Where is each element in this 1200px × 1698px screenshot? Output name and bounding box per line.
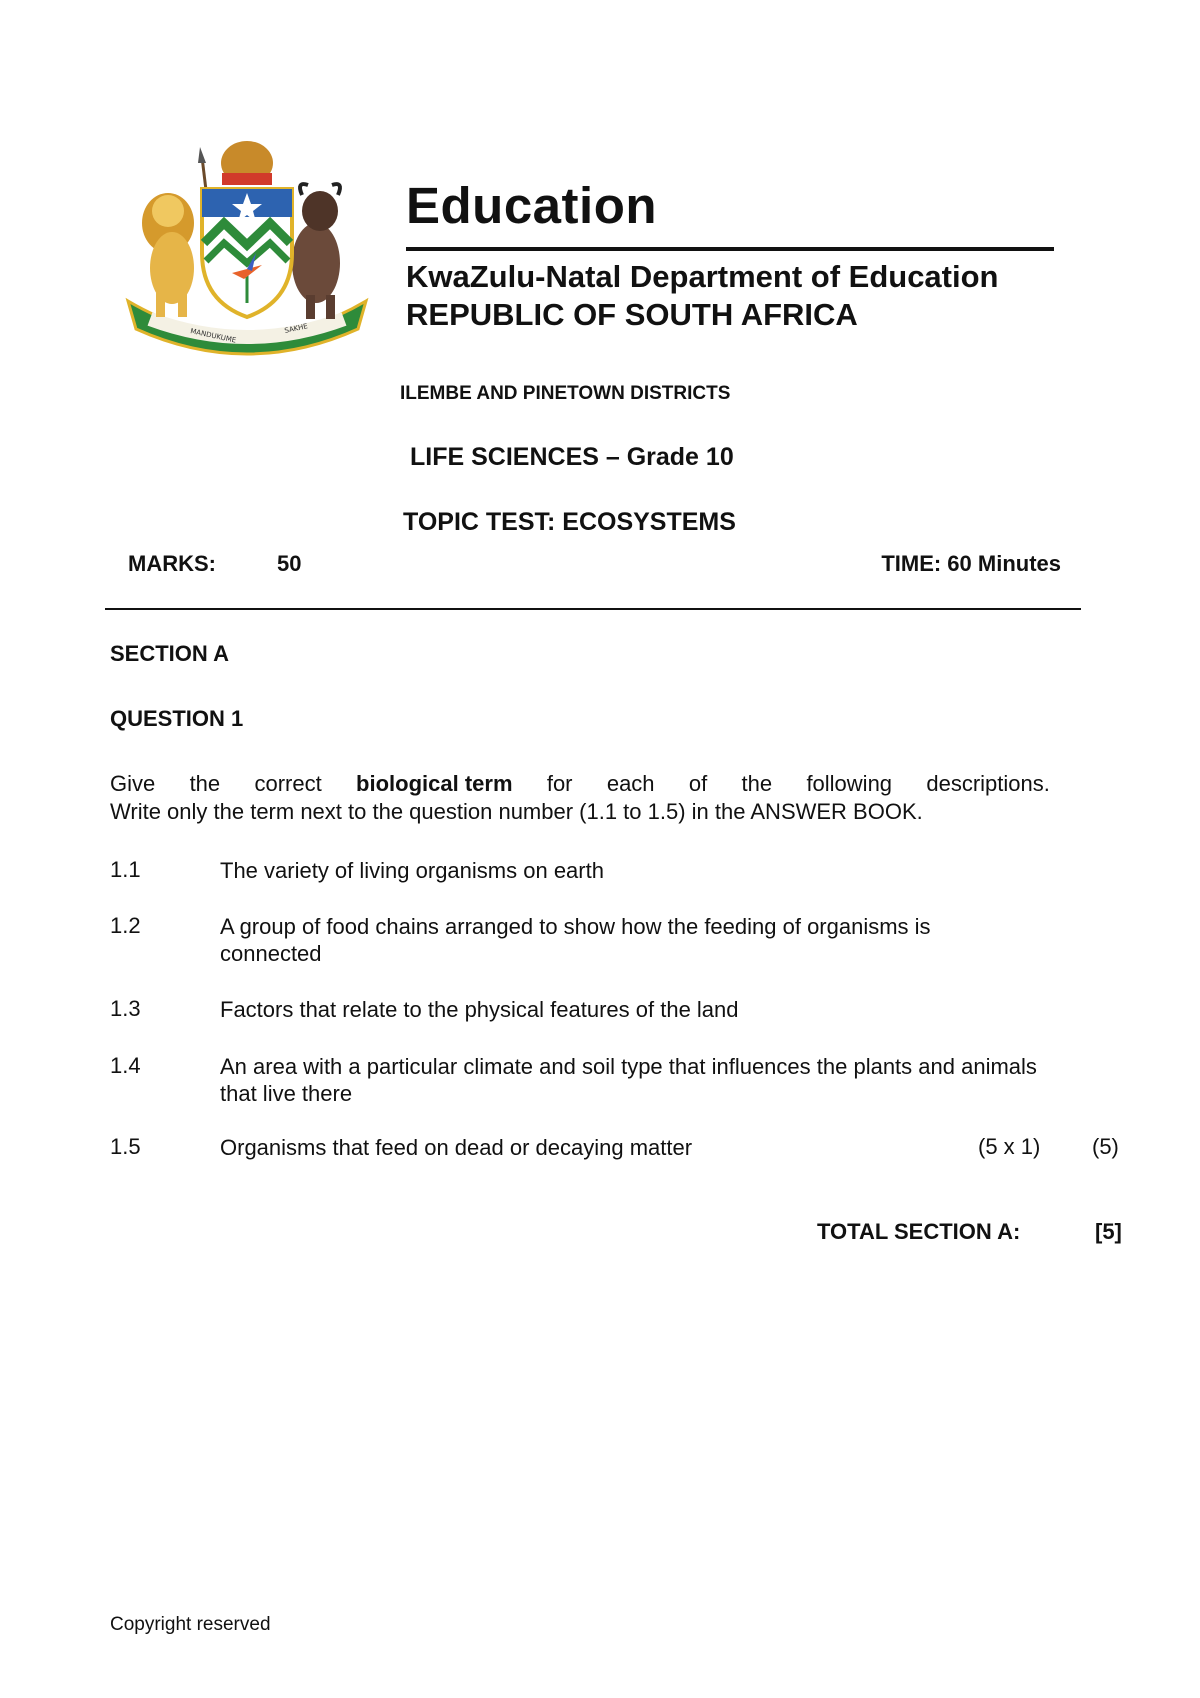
item-text: A group of food chains arranged to show how the feeding of organisms is connected: [220, 914, 931, 966]
subject-line: LIFE SCIENCES – Grade 10: [410, 443, 734, 471]
instruction-word: following: [806, 771, 893, 796]
districts-line: ILEMBE AND PINETOWN DISTRICTS: [400, 383, 731, 404]
instruction-word: correct: [254, 771, 322, 796]
education-title: Education: [406, 177, 658, 234]
instruction-line-2: Write only the term next to the question number (1.1 to 1.5) in the ANSWER BOOK.: [110, 799, 923, 824]
instruction-word: descriptions.: [926, 771, 1050, 796]
topic-line: TOPIC TEST: ECOSYSTEMS: [403, 508, 736, 536]
department-block: [406, 258, 998, 334]
coat-of-arms-logo: [120, 133, 374, 365]
instruction-word: the: [189, 771, 221, 796]
title-divider: [406, 247, 1054, 251]
instruction-bold-term: biological term: [356, 771, 513, 796]
item-text: The variety of living organisms on earth: [220, 858, 604, 883]
copyright-footer: Copyright reserved: [110, 1614, 271, 1635]
instruction-word: each: [606, 771, 655, 796]
instruction-word: the: [741, 771, 773, 796]
instruction-word: of: [688, 771, 708, 796]
question-mark: (5): [1092, 1134, 1119, 1159]
section-total-label: TOTAL SECTION A:: [817, 1219, 1021, 1244]
svg-text:SAKHE: SAKHE: [283, 322, 309, 335]
item-number: 1.1: [110, 857, 141, 882]
question-title: QUESTION 1: [110, 706, 244, 731]
time-allowed: TIME: 60 Minutes: [881, 551, 1061, 576]
header-divider: [105, 608, 1081, 610]
item-text: Organisms that feed on dead or decaying matter: [220, 1135, 693, 1160]
instructions: [110, 770, 1050, 826]
item-number: 1.5: [110, 1134, 141, 1159]
svg-text:MANDUKUME: MANDUKUME: [189, 327, 237, 345]
instruction-word: for: [546, 771, 573, 796]
country-name: REPUBLIC OF SOUTH AFRICA: [406, 297, 858, 332]
marks-label: MARKS:: [128, 551, 216, 576]
department-name: KwaZulu-Natal Department of Education: [406, 259, 999, 294]
item-number: 1.3: [110, 996, 141, 1021]
section-title: SECTION A: [110, 641, 229, 666]
item-text: An area with a particular climate and soil type that influences the plants and animals that live there: [220, 1054, 1037, 1106]
item-number: 1.4: [110, 1053, 141, 1078]
item-number: 1.2: [110, 913, 141, 938]
section-total-value: [5]: [1095, 1219, 1122, 1244]
instruction-word: Give: [110, 771, 156, 796]
mark-calculation: (5 x 1): [978, 1134, 1041, 1159]
instruction-line-1: [110, 770, 1050, 798]
item-text: Factors that relate to the physical features of the land: [220, 997, 739, 1022]
marks-value: 50: [277, 551, 302, 576]
